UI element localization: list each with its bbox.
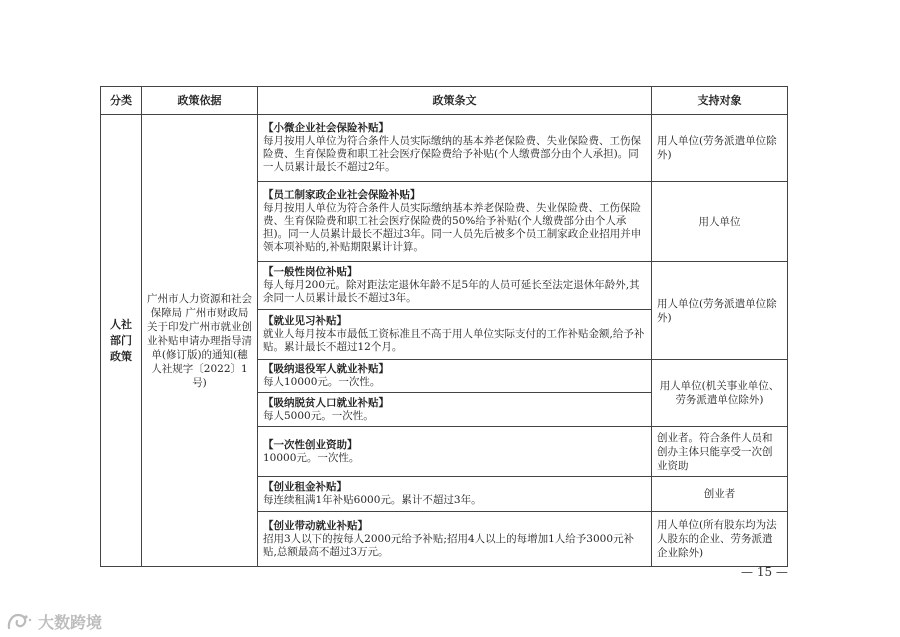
policy-item-cell (258, 360, 652, 393)
header-target: 支持对象 (652, 87, 788, 115)
table-row (101, 115, 788, 182)
policy-item-title: 【员工制家政企业社会保险补贴】 (263, 189, 421, 201)
page-number: — 15 — (741, 565, 788, 579)
watermark-text: 大数跨境 (38, 613, 103, 632)
policy-item-text: 每人每月200元。除对距法定退休年龄不足5年的人员可延长至法定退休年龄外,其余同一人员累计最长不超过3年。 (263, 279, 640, 304)
target-cell: 用人单位(机关事业单位、劳务派遣单位除外) (652, 360, 788, 427)
target-cell: 用人单位(所有股东均为法人股东的企业、劳务派遣企业除外) (652, 512, 788, 567)
policy-item-cell (258, 477, 652, 512)
policy-item-text: 招用3人以下的按每人2000元给予补贴;招用4人以上的每增加1人给予3000元补贴,总额最高不超过3万元。 (263, 532, 635, 558)
policy-item-cell (258, 262, 652, 310)
policy-item-text: 每人10000元。一次性。 (263, 376, 381, 388)
dashuo-logo-icon (6, 612, 34, 632)
policy-item-title: 【创业租金补贴】 (263, 481, 347, 493)
policy-item-title: 【吸纳退役军人就业补贴】 (263, 363, 389, 375)
policy-item-cell (258, 512, 652, 567)
policy-item-text: 每月按用人单位为符合条件人员实际缴纳基本养老保险费、失业保险费、工伤保险费、生育保险费和职工社会医疗保险费的50%给予补贴(个人缴费部分由个人承担)。同一人员累计最长不超过3年。同一人员先后被多个员工制家政企业招用并申领本项补贴的,补贴期限累计计算。 (263, 202, 642, 253)
target-cell: 创业者 (652, 477, 788, 512)
policy-item-text: 就业人每月按本市最低工资标准且不高于用人单位实际支付的工作补贴金额,给予补贴。累计最长不超过12个月。 (263, 328, 645, 353)
basis-cell: 广州市人力资源和社会保障局 广州市财政局关于印发广州市就业创业补贴申请办理指导清单(修订版)的通知(穗人社规字〔2022〕1号) (142, 115, 258, 567)
policy-item-cell (258, 182, 652, 262)
target-cell: 创业者。符合条件人员和创办主体只能享受一次创业资助 (652, 427, 788, 477)
policy-item-text: 每月按用人单位为符合条件人员实际缴纳的基本养老保险费、失业保险费、工伤保险费、生育保险费和职工社会医疗保险费给予补贴(个人缴费部分由个人承担)。同一人员累计最长不超过2年。 (263, 135, 641, 173)
policy-item-cell (258, 115, 652, 182)
policy-item-text: 每连续租满1年补贴6000元。累计不超过3年。 (263, 494, 482, 506)
target-cell: 用人单位(劳务派遣单位除外) (652, 262, 788, 360)
policy-item-title: 【一般性岗位补贴】 (263, 266, 358, 278)
policy-item-cell (258, 393, 652, 427)
header-content: 政策条文 (258, 87, 652, 115)
policy-table (100, 86, 788, 567)
header-basis: 政策依据 (142, 87, 258, 115)
policy-item-text: 10000元。一次性。 (263, 451, 360, 464)
policy-item-title: 【一次性创业资助】 (263, 438, 358, 451)
target-cell: 用人单位(劳务派遣单位除外) (652, 115, 788, 182)
policy-item-title: 【创业带动就业补贴】 (263, 519, 368, 532)
header-category: 分类 (101, 87, 142, 115)
target-cell: 用人单位 (652, 182, 788, 262)
policy-item-title: 【就业见习补贴】 (263, 315, 347, 327)
policy-item-cell (258, 427, 652, 477)
policy-item-title: 【吸纳脱贫人口就业补贴】 (263, 396, 389, 409)
policy-item-title: 【小微企业社会保险补贴】 (263, 122, 389, 134)
watermark (6, 610, 102, 633)
policy-item-text: 每人5000元。一次性。 (263, 409, 374, 422)
table-header-row (101, 87, 788, 115)
policy-item-cell (258, 310, 652, 360)
category-cell: 人社部门政策 (101, 115, 142, 567)
